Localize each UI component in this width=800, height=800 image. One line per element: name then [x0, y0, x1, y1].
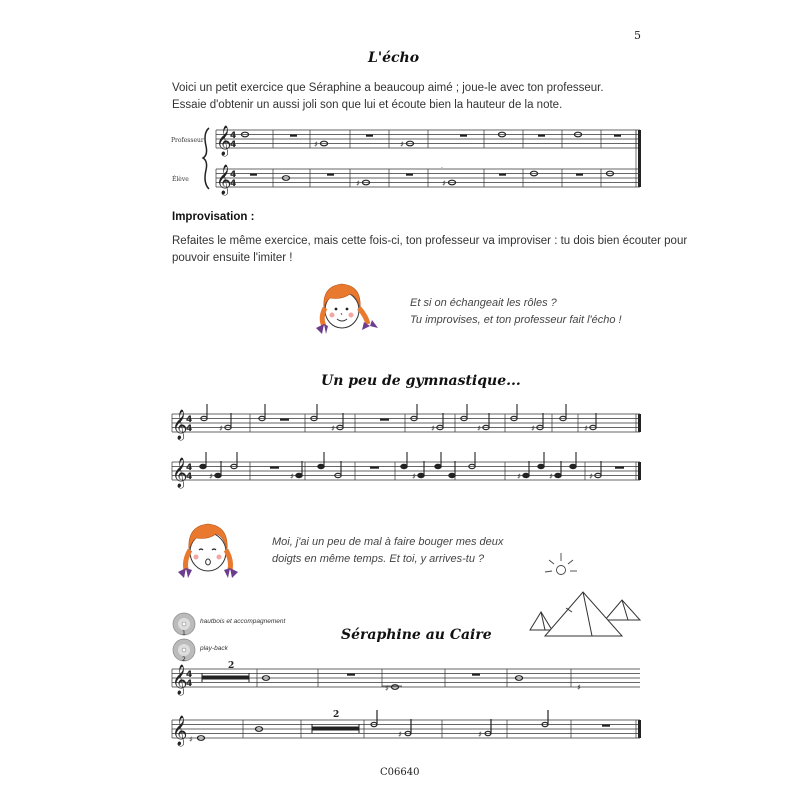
catalog-code: C06640: [380, 767, 420, 778]
time-signature: 4: [230, 170, 237, 180]
time-signature: 4: [230, 131, 237, 141]
cairo-title: Séraphine au Caire: [341, 627, 492, 643]
svg-text:♯: ♯: [431, 424, 435, 433]
svg-text:♯: ♯: [331, 424, 335, 433]
svg-text:♯: ♯: [478, 730, 482, 739]
svg-text:4: 4: [186, 472, 193, 482]
svg-text:♯: ♯: [584, 424, 588, 433]
echo-intro-line2: Essaie d'obtenir un aussi joli son que lui et écoute bien la hauteur de la note.: [172, 99, 563, 111]
svg-text:·: ·: [441, 165, 443, 172]
svg-text:♯: ♯: [442, 179, 446, 188]
cd-track-1-label: hautbois et accompagnement: [200, 618, 286, 625]
girl-face-icon: [312, 278, 382, 340]
bubble-1-line2: Tu improvises, et ton professeur fait l'écho !: [410, 314, 622, 326]
page-number: 5: [634, 29, 641, 42]
cd-track-2-number: 2: [182, 656, 186, 663]
multi-measure-rest: [202, 676, 249, 680]
multi-rest-count-2: 2: [333, 710, 340, 720]
svg-text:♯: ♯: [219, 424, 223, 433]
svg-text:4: 4: [186, 424, 193, 434]
cd-icon: [173, 613, 195, 637]
cd-track-2-label: play-back: [200, 645, 228, 652]
time-signature: 4: [230, 179, 237, 189]
svg-text:4: 4: [186, 415, 193, 425]
svg-text:♯: ♯: [385, 684, 389, 693]
multi-measure-rest: [312, 727, 359, 731]
treble-clef-icon: 𝄞: [172, 665, 188, 695]
improvisation-line1: Refaites le même exercice, mais cette fois-ci, ton professeur va improviser : tu dois bien écouter pour: [172, 235, 688, 247]
gymnastics-staff-2-notes: [200, 452, 601, 478]
gymnastics-staff-1-notes: [201, 404, 596, 430]
treble-clef-icon: 𝄞: [172, 458, 188, 488]
svg-text:♯: ♯: [477, 424, 481, 433]
bubble-1-line1: Et si on échangeait les rôles ?: [410, 297, 557, 309]
svg-text:♯: ♯: [290, 472, 294, 481]
svg-text:♯: ♯: [549, 472, 553, 481]
svg-text:♯: ♯: [314, 140, 318, 149]
svg-text:♯: ♯: [189, 735, 193, 744]
treble-clef-icon: 𝄞: [172, 716, 188, 746]
treble-clef-icon: 𝄞: [216, 165, 232, 195]
staff-label-student: Élève: [172, 176, 189, 183]
svg-text:♯: ♯: [531, 424, 535, 433]
svg-text:♯: ♯: [356, 179, 360, 188]
bubble-2-line2: doigts en même temps. Et toi, y arrives-tu ?: [272, 553, 485, 565]
svg-text:4: 4: [186, 679, 193, 689]
girl-face-icon: [172, 516, 244, 582]
svg-text:4: 4: [186, 463, 193, 473]
svg-text:♯: ♯: [589, 472, 593, 481]
svg-text:♯: ♯: [517, 472, 521, 481]
bubble-2-line1: Moi, j'ai un peu de mal à faire bouger mes deux: [272, 536, 504, 548]
echo-student-staff: [216, 169, 640, 187]
multi-rest-count-1: 2: [228, 661, 235, 671]
cd-icon: [173, 639, 195, 663]
treble-clef-icon: 𝄞: [216, 126, 232, 156]
improvisation-heading: Improvisation :: [172, 211, 255, 223]
staff-label-teacher: Professeur: [171, 137, 204, 144]
pyramid-icon: [530, 592, 640, 636]
gymnastics-staff-1: [172, 414, 640, 432]
svg-text:♯: ♯: [400, 140, 404, 149]
svg-text:♯: ♯: [577, 683, 581, 692]
svg-text:♯: ♯: [398, 730, 402, 739]
cd-track-1-number: 1: [182, 630, 186, 637]
cairo-staff-2-notes: [197, 710, 548, 740]
sun-icon: [545, 553, 577, 575]
time-signature: 4: [230, 140, 237, 150]
svg-text:♯: ♯: [209, 472, 213, 481]
svg-text:♯: ♯: [412, 472, 416, 481]
gymnastics-title: Un peu de gymnastique...: [321, 373, 521, 389]
final-barline-echo: [638, 130, 641, 187]
system-brace: [203, 128, 209, 189]
svg-text:4: 4: [186, 670, 193, 680]
echo-intro-line1: Voici un petit exercice que Séraphine a beaucoup aimé ; joue-le avec ton professeur.: [172, 82, 604, 94]
echo-title: L'écho: [368, 50, 420, 66]
improvisation-line2: pouvoir ensuite l'imiter !: [172, 252, 293, 264]
treble-clef-icon: 𝄞: [172, 410, 188, 440]
